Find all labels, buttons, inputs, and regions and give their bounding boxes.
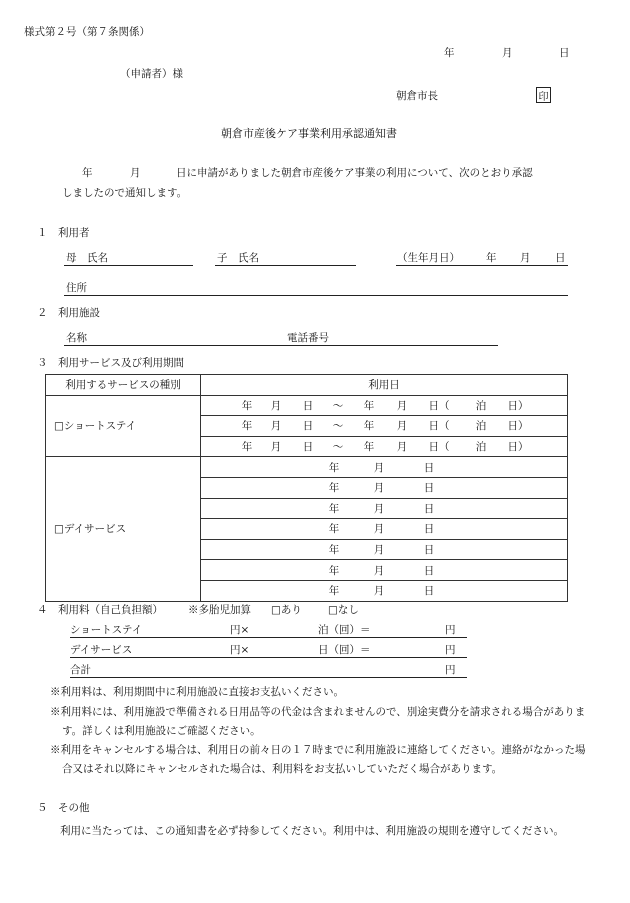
birth-label: （生年月日） xyxy=(397,252,460,264)
facility-line[interactable] xyxy=(64,345,498,346)
date-cell[interactable]: 年 月 日 xyxy=(201,560,568,581)
date-cell[interactable]: 年 月 日 xyxy=(201,477,568,498)
birth-month: 月 xyxy=(520,252,531,264)
table-row xyxy=(46,457,568,478)
multi-yes-checkbox[interactable]: □あり xyxy=(271,604,302,616)
applicant-label: （申請者）様 xyxy=(120,68,183,80)
birth-line[interactable] xyxy=(396,265,568,266)
seal-mark: 印 xyxy=(536,87,551,103)
child-name-line[interactable] xyxy=(215,265,356,266)
range-cell[interactable]: 年 月 日 ～ 年 月 日（ 泊 日） xyxy=(201,436,568,457)
col-service-type: 利用するサービスの種別 xyxy=(46,375,201,396)
birth-day: 日 xyxy=(555,252,566,264)
fee-row-dayservice[interactable]: デイサービス 円× 日（回）＝ 円 xyxy=(70,640,467,658)
address-line[interactable] xyxy=(64,295,568,296)
range-cell[interactable]: 年 月 日 ～ 年 月 日（ 泊 日） xyxy=(201,416,568,437)
birth-year: 年 xyxy=(486,252,497,264)
multi-birth-label: ※多胎児加算 xyxy=(188,604,251,616)
header-year: 年 xyxy=(444,47,455,59)
table-row xyxy=(46,395,568,416)
intro-line2: しましたので通知します。 xyxy=(62,187,188,199)
header-day: 日 xyxy=(559,47,570,59)
note-payment: ※利用料は、利用期間中に利用施設に直接お支払いください。 xyxy=(50,686,344,698)
fee-row-shortstay[interactable]: ショートステイ 円× 泊（回）＝ 円 xyxy=(70,620,467,638)
section2-heading: ２ 利用施設 xyxy=(37,307,100,319)
intro-year: 年 xyxy=(82,167,93,179)
dayservice-checkbox[interactable]: □デイサービス xyxy=(46,457,201,601)
date-cell[interactable]: 年 月 日 xyxy=(201,580,568,601)
section5-heading: ５ その他 xyxy=(37,802,90,814)
section1-heading: １ 利用者 xyxy=(37,227,90,239)
document-title: 朝倉市産後ケア事業利用承認通知書 xyxy=(221,127,397,140)
intro-line1: 日に申請がありました朝倉市産後ケア事業の利用について、次のとおり承認 xyxy=(176,167,533,179)
note-cancel: ※利用をキャンセルする場合は、利用日の前々日の１７時までに利用施設に連絡してください。連絡がなかった場合又はそれ以降にキャンセルされた場合は、利用料をお支払いしていただく場合があります。 xyxy=(50,744,586,775)
date-cell[interactable]: 年 月 日 xyxy=(201,457,568,478)
col-use-date: 利用日 xyxy=(201,375,568,396)
issuer: 朝倉市長 xyxy=(396,90,438,102)
fee-row-total[interactable]: 合計 円 xyxy=(70,660,467,678)
section3-heading: ３ 利用サービス及び利用期間 xyxy=(37,357,184,369)
service-table xyxy=(45,374,568,602)
mother-name-line[interactable] xyxy=(64,265,193,266)
date-cell[interactable]: 年 月 日 xyxy=(201,498,568,519)
date-cell[interactable]: 年 月 日 xyxy=(201,539,568,560)
table-header-row xyxy=(46,375,568,396)
facility-name-label: 名称 xyxy=(66,332,87,344)
address-label: 住所 xyxy=(66,282,87,294)
intro-month: 月 xyxy=(130,167,141,179)
shortstay-checkbox[interactable]: □ショートステイ xyxy=(46,395,201,457)
section5-body: 利用に当たっては、この通知書を必ず持参してください。利用中は、利用施設の規則を遵守してください。 xyxy=(60,825,564,837)
note-extra-cost: ※利用料には、利用施設で準備される日用品等の代金は含まれませんので、別途実費分を請求される場合があります。詳しくは利用施設にご確認ください。 xyxy=(50,706,586,737)
section4-heading: ４ 利用料（自己負担額） xyxy=(37,604,163,616)
multi-no-checkbox[interactable]: □なし xyxy=(328,604,359,616)
form-code: 様式第２号（第７条関係） xyxy=(24,26,150,38)
mother-name-label: 母 氏名 xyxy=(66,252,108,264)
child-name-label: 子 氏名 xyxy=(217,252,259,264)
date-cell[interactable]: 年 月 日 xyxy=(201,519,568,540)
facility-phone-label: 電話番号 xyxy=(287,332,329,344)
range-cell[interactable]: 年 月 日 ～ 年 月 日（ 泊 日） xyxy=(201,395,568,416)
header-month: 月 xyxy=(502,47,513,59)
